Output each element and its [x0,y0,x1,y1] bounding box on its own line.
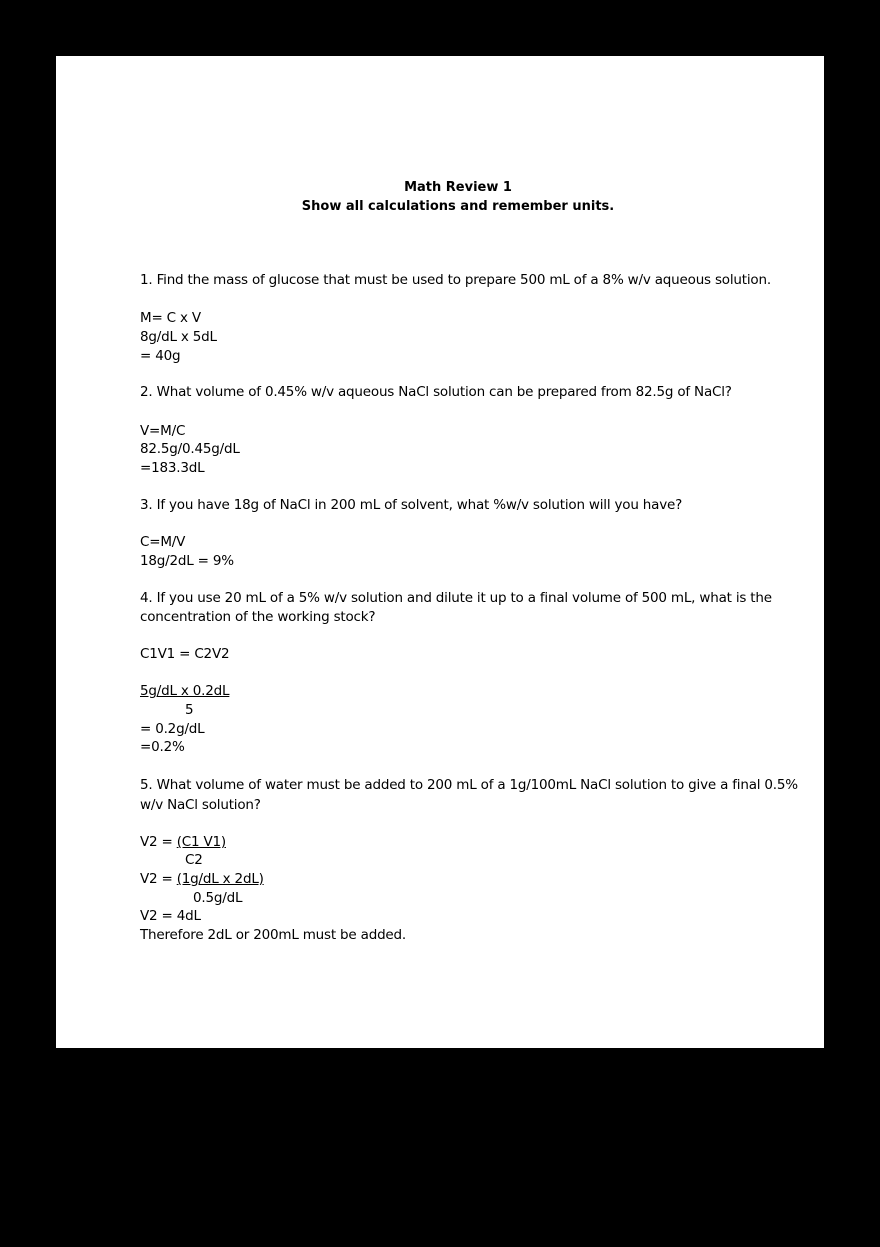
q4-formula: C1V1 = C2V2 [140,646,230,662]
question-5-line-1: 5. What volume of water must be added to 200 mL of a 1g/100mL NaCl solution to give a final 0.5% [140,777,798,793]
q3-work-line-2: 18g/2dL = 9% [140,553,234,569]
question-4-line-2: concentration of the working stock? [140,609,376,625]
q5-eq2-prefix: V2 = [140,871,177,887]
q4-numerator: 5g/dL x 0.2dL [140,683,230,699]
q1-work-line-1: M= C x V [140,310,201,326]
q2-work-line-1: V=M/C [140,423,186,439]
q5-eq1-denominator: C2 [185,852,203,868]
question-1: 1. Find the mass of glucose that must be used to prepare 500 mL of a 8% w/v aqueous solution. [140,272,771,288]
document-page [56,56,824,1048]
question-2: 2. What volume of 0.45% w/v aqueous NaCl solution can be prepared from 82.5g of NaCl? [140,384,732,400]
q5-conclusion: Therefore 2dL or 200mL must be added. [140,927,407,943]
q2-work-line-3: =183.3dL [140,460,205,476]
q4-work-line-1: = 0.2g/dL [140,721,205,737]
document-subtitle: Show all calculations and remember units. [301,199,615,214]
q3-work-line-1: C=M/V [140,534,186,550]
q5-equation-1 [140,833,226,851]
q5-eq1-numerator: (C1 V1) [176,834,226,850]
question-4-line-1: 4. If you use 20 mL of a 5% w/v solution and dilute it up to a final volume of 500 mL, what is the [140,590,772,606]
q5-eq2-numerator: (1g/dL x 2dL) [176,871,264,887]
q1-work-line-2: 8g/dL x 5dL [140,329,217,345]
q5-equation-2 [140,870,264,888]
q5-eq2-denominator: 0.5g/dL [193,890,243,906]
question-5-line-2: w/v NaCl solution? [140,797,261,813]
q4-denominator: 5 [185,702,194,718]
document-title: Math Review 1 [404,180,512,195]
question-3: 3. If you have 18g of NaCl in 200 mL of solvent, what %w/v solution will you have? [140,497,683,513]
q5-eq1-prefix: V2 = [140,834,177,850]
q1-work-line-3: = 40g [140,348,181,364]
q2-work-line-2: 82.5g/0.45g/dL [140,441,240,457]
q4-work-line-2: =0.2% [140,739,185,755]
q5-result: V2 = 4dL [140,908,201,924]
